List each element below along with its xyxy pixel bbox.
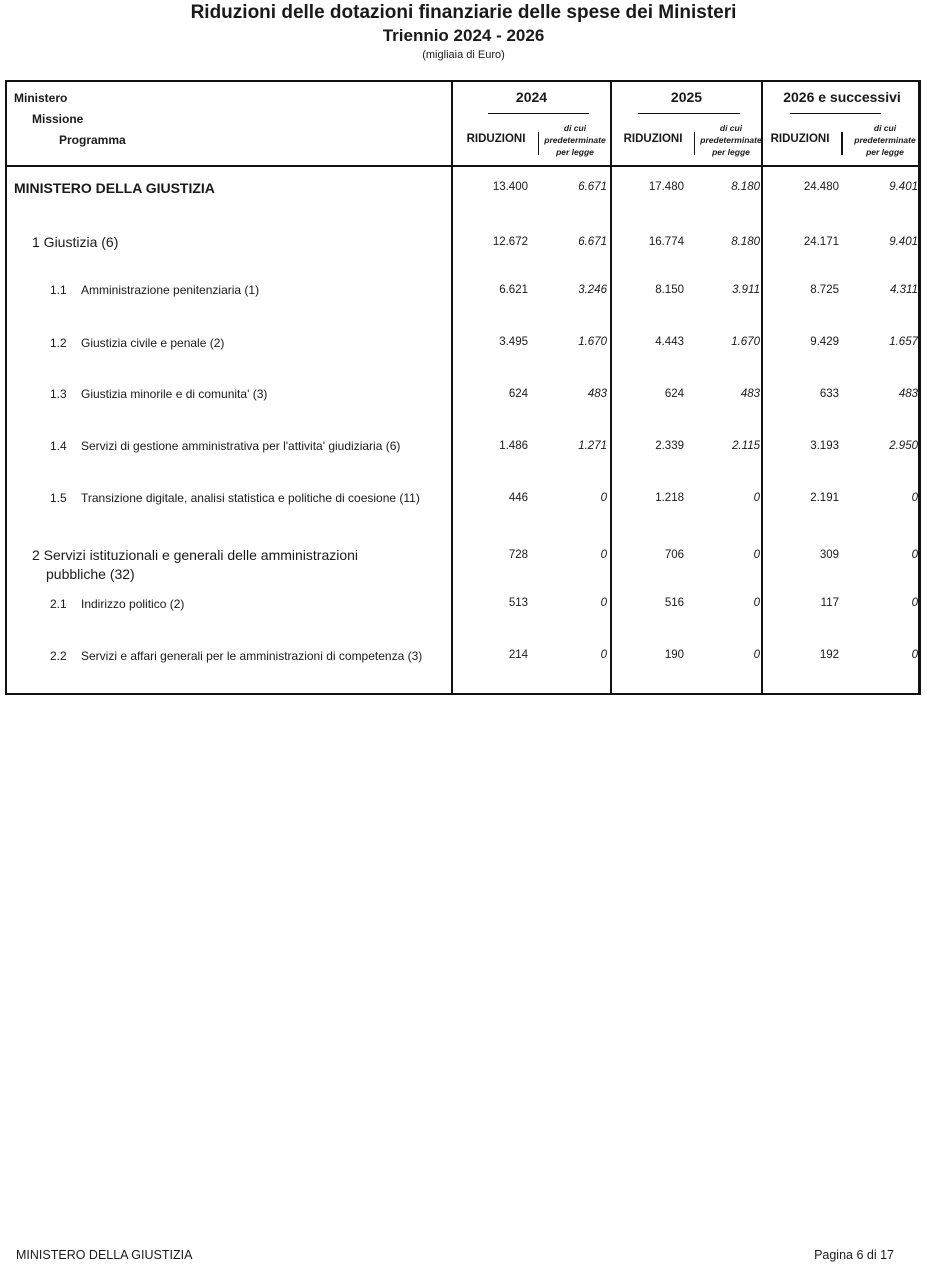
predeterminate-value: 0 — [600, 492, 607, 504]
row-label: 1 Giustizia (6) — [32, 234, 119, 250]
predeterminate-value: 483 — [587, 388, 607, 400]
year-rule — [638, 113, 740, 114]
column-divider — [451, 80, 453, 695]
row-code: 1.4 — [50, 439, 67, 453]
di-cui-header: di cui predeterminate per legge — [544, 123, 606, 157]
predeterminate-value: 9.401 — [889, 181, 918, 193]
row-label: MINISTERO DELLA GIUSTIZIA — [14, 180, 215, 196]
predeterminate-value: 0 — [600, 549, 607, 561]
predeterminate-value: 4.311 — [890, 284, 918, 296]
predeterminate-value: 0 — [753, 597, 760, 609]
predeterminate-value: 0 — [911, 649, 918, 661]
column-divider — [761, 80, 763, 695]
year-rule — [790, 113, 881, 114]
riduzioni-value: 17.480 — [648, 181, 684, 193]
page-subtitle: Triennio 2024 - 2026 — [382, 26, 545, 45]
subcolumn-separator — [694, 132, 695, 155]
riduzioni-value: 192 — [819, 649, 839, 661]
predeterminate-value: 0 — [600, 649, 607, 661]
riduzioni-value: 3.495 — [499, 336, 528, 348]
di-cui-header: di cui predeterminate per legge — [854, 123, 916, 157]
page-number: Pagina 6 di 17 — [814, 1248, 894, 1262]
riduzioni-value: 12.672 — [492, 236, 528, 248]
riduzioni-value: 728 — [508, 549, 528, 561]
units-note: (migliaia di Euro) — [422, 49, 505, 61]
riduzioni-value: 624 — [664, 388, 684, 400]
riduzioni-value: 513 — [508, 597, 528, 609]
row-label: Amministrazione penitenziaria (1) — [81, 283, 260, 297]
subcolumn-separator — [841, 132, 843, 155]
riduzioni-value: 1.486 — [499, 440, 528, 452]
riduzioni-value: 9.429 — [810, 336, 839, 348]
row-label: Servizi e affari generali per le amministrazioni di competenza (3) — [81, 649, 423, 663]
predeterminate-value: 1.670 — [578, 336, 607, 348]
row-label: Transizione digitale, analisi statistica e politiche di coesione (11) — [81, 491, 420, 505]
row-code: 1.3 — [50, 387, 67, 401]
riduzioni-value: 1.218 — [655, 492, 684, 504]
riduzioni-value: 446 — [508, 492, 528, 504]
riduzioni-value: 190 — [664, 649, 684, 661]
row-label: Indirizzo politico (2) — [81, 597, 185, 611]
column-divider — [610, 80, 612, 695]
riduzioni-value: 8.150 — [655, 284, 684, 296]
year-rule — [488, 113, 589, 114]
row-code: 2.1 — [50, 597, 67, 611]
riduzioni-value: 117 — [820, 597, 839, 609]
riduzioni-value: 516 — [664, 597, 684, 609]
header-ministero: Ministero — [14, 91, 68, 105]
predeterminate-value: 0 — [753, 649, 760, 661]
predeterminate-value: 0 — [911, 597, 918, 609]
predeterminate-value: 0 — [753, 492, 760, 504]
predeterminate-value: 0 — [600, 597, 607, 609]
predeterminate-value: 3.246 — [578, 284, 607, 296]
row-label: 2 Servizi istituzionali e generali delle amministrazioni pubbliche (32) — [32, 547, 359, 582]
predeterminate-value: 9.401 — [889, 236, 918, 248]
riduzioni-value: 8.725 — [810, 284, 839, 296]
riduzioni-header: RIDUZIONI — [623, 133, 683, 145]
row-label: Giustizia civile e penale (2) — [81, 336, 225, 350]
riduzioni-value: 706 — [664, 549, 684, 561]
predeterminate-value: 0 — [911, 549, 918, 561]
year-header-2026: 2026 e successivi — [783, 89, 901, 105]
predeterminate-value: 3.911 — [732, 284, 760, 296]
riduzioni-header: RIDUZIONI — [770, 133, 830, 145]
predeterminate-value: 6.671 — [578, 236, 607, 248]
row-label: Servizi di gestione amministrativa per l'attivita' giudiziaria (6) — [81, 439, 401, 453]
footer-ministry: MINISTERO DELLA GIUSTIZIA — [16, 1248, 193, 1262]
header-divider — [5, 165, 921, 167]
predeterminate-value: 1.271 — [578, 440, 607, 452]
riduzioni-value: 16.774 — [648, 236, 684, 248]
row-code: 1.1 — [50, 283, 67, 297]
year-header-2024: 2024 — [515, 89, 548, 105]
predeterminate-value: 2.950 — [889, 440, 918, 452]
subcolumn-separator — [538, 132, 539, 155]
predeterminate-value: 6.671 — [578, 181, 607, 193]
riduzioni-value: 13.400 — [492, 181, 528, 193]
predeterminate-value: 1.657 — [889, 336, 918, 348]
predeterminate-value: 8.180 — [731, 236, 760, 248]
predeterminate-value: 483 — [898, 388, 918, 400]
riduzioni-header: RIDUZIONI — [466, 133, 526, 145]
predeterminate-value: 1.670 — [731, 336, 760, 348]
predeterminate-value: 2.115 — [732, 440, 760, 452]
riduzioni-value: 2.339 — [655, 440, 684, 452]
riduzioni-value: 3.193 — [810, 440, 839, 452]
row-code: 1.5 — [50, 491, 67, 505]
predeterminate-value: 0 — [911, 492, 918, 504]
page-title: Riduzioni delle dotazioni finanziarie delle spese dei Ministeri — [190, 2, 737, 23]
riduzioni-value: 214 — [508, 649, 528, 661]
header-programma: Programma — [59, 133, 126, 147]
riduzioni-value: 2.191 — [810, 492, 839, 504]
row-code: 2.2 — [50, 649, 67, 663]
riduzioni-value: 633 — [819, 388, 839, 400]
riduzioni-value: 4.443 — [655, 336, 684, 348]
header-missione: Missione — [32, 112, 84, 126]
riduzioni-value: 6.621 — [499, 284, 528, 296]
riduzioni-value: 24.480 — [803, 181, 839, 193]
predeterminate-value: 483 — [740, 388, 760, 400]
year-header-2025: 2025 — [670, 89, 703, 105]
predeterminate-value: 0 — [753, 549, 760, 561]
row-label: Giustizia minorile e di comunita' (3) — [81, 387, 268, 401]
predeterminate-value: 8.180 — [731, 181, 760, 193]
riduzioni-value: 624 — [508, 388, 528, 400]
riduzioni-value: 24.171 — [803, 236, 839, 248]
row-code: 1.2 — [50, 336, 67, 350]
di-cui-header: di cui predeterminate per legge — [700, 123, 762, 157]
riduzioni-value: 309 — [819, 549, 839, 561]
